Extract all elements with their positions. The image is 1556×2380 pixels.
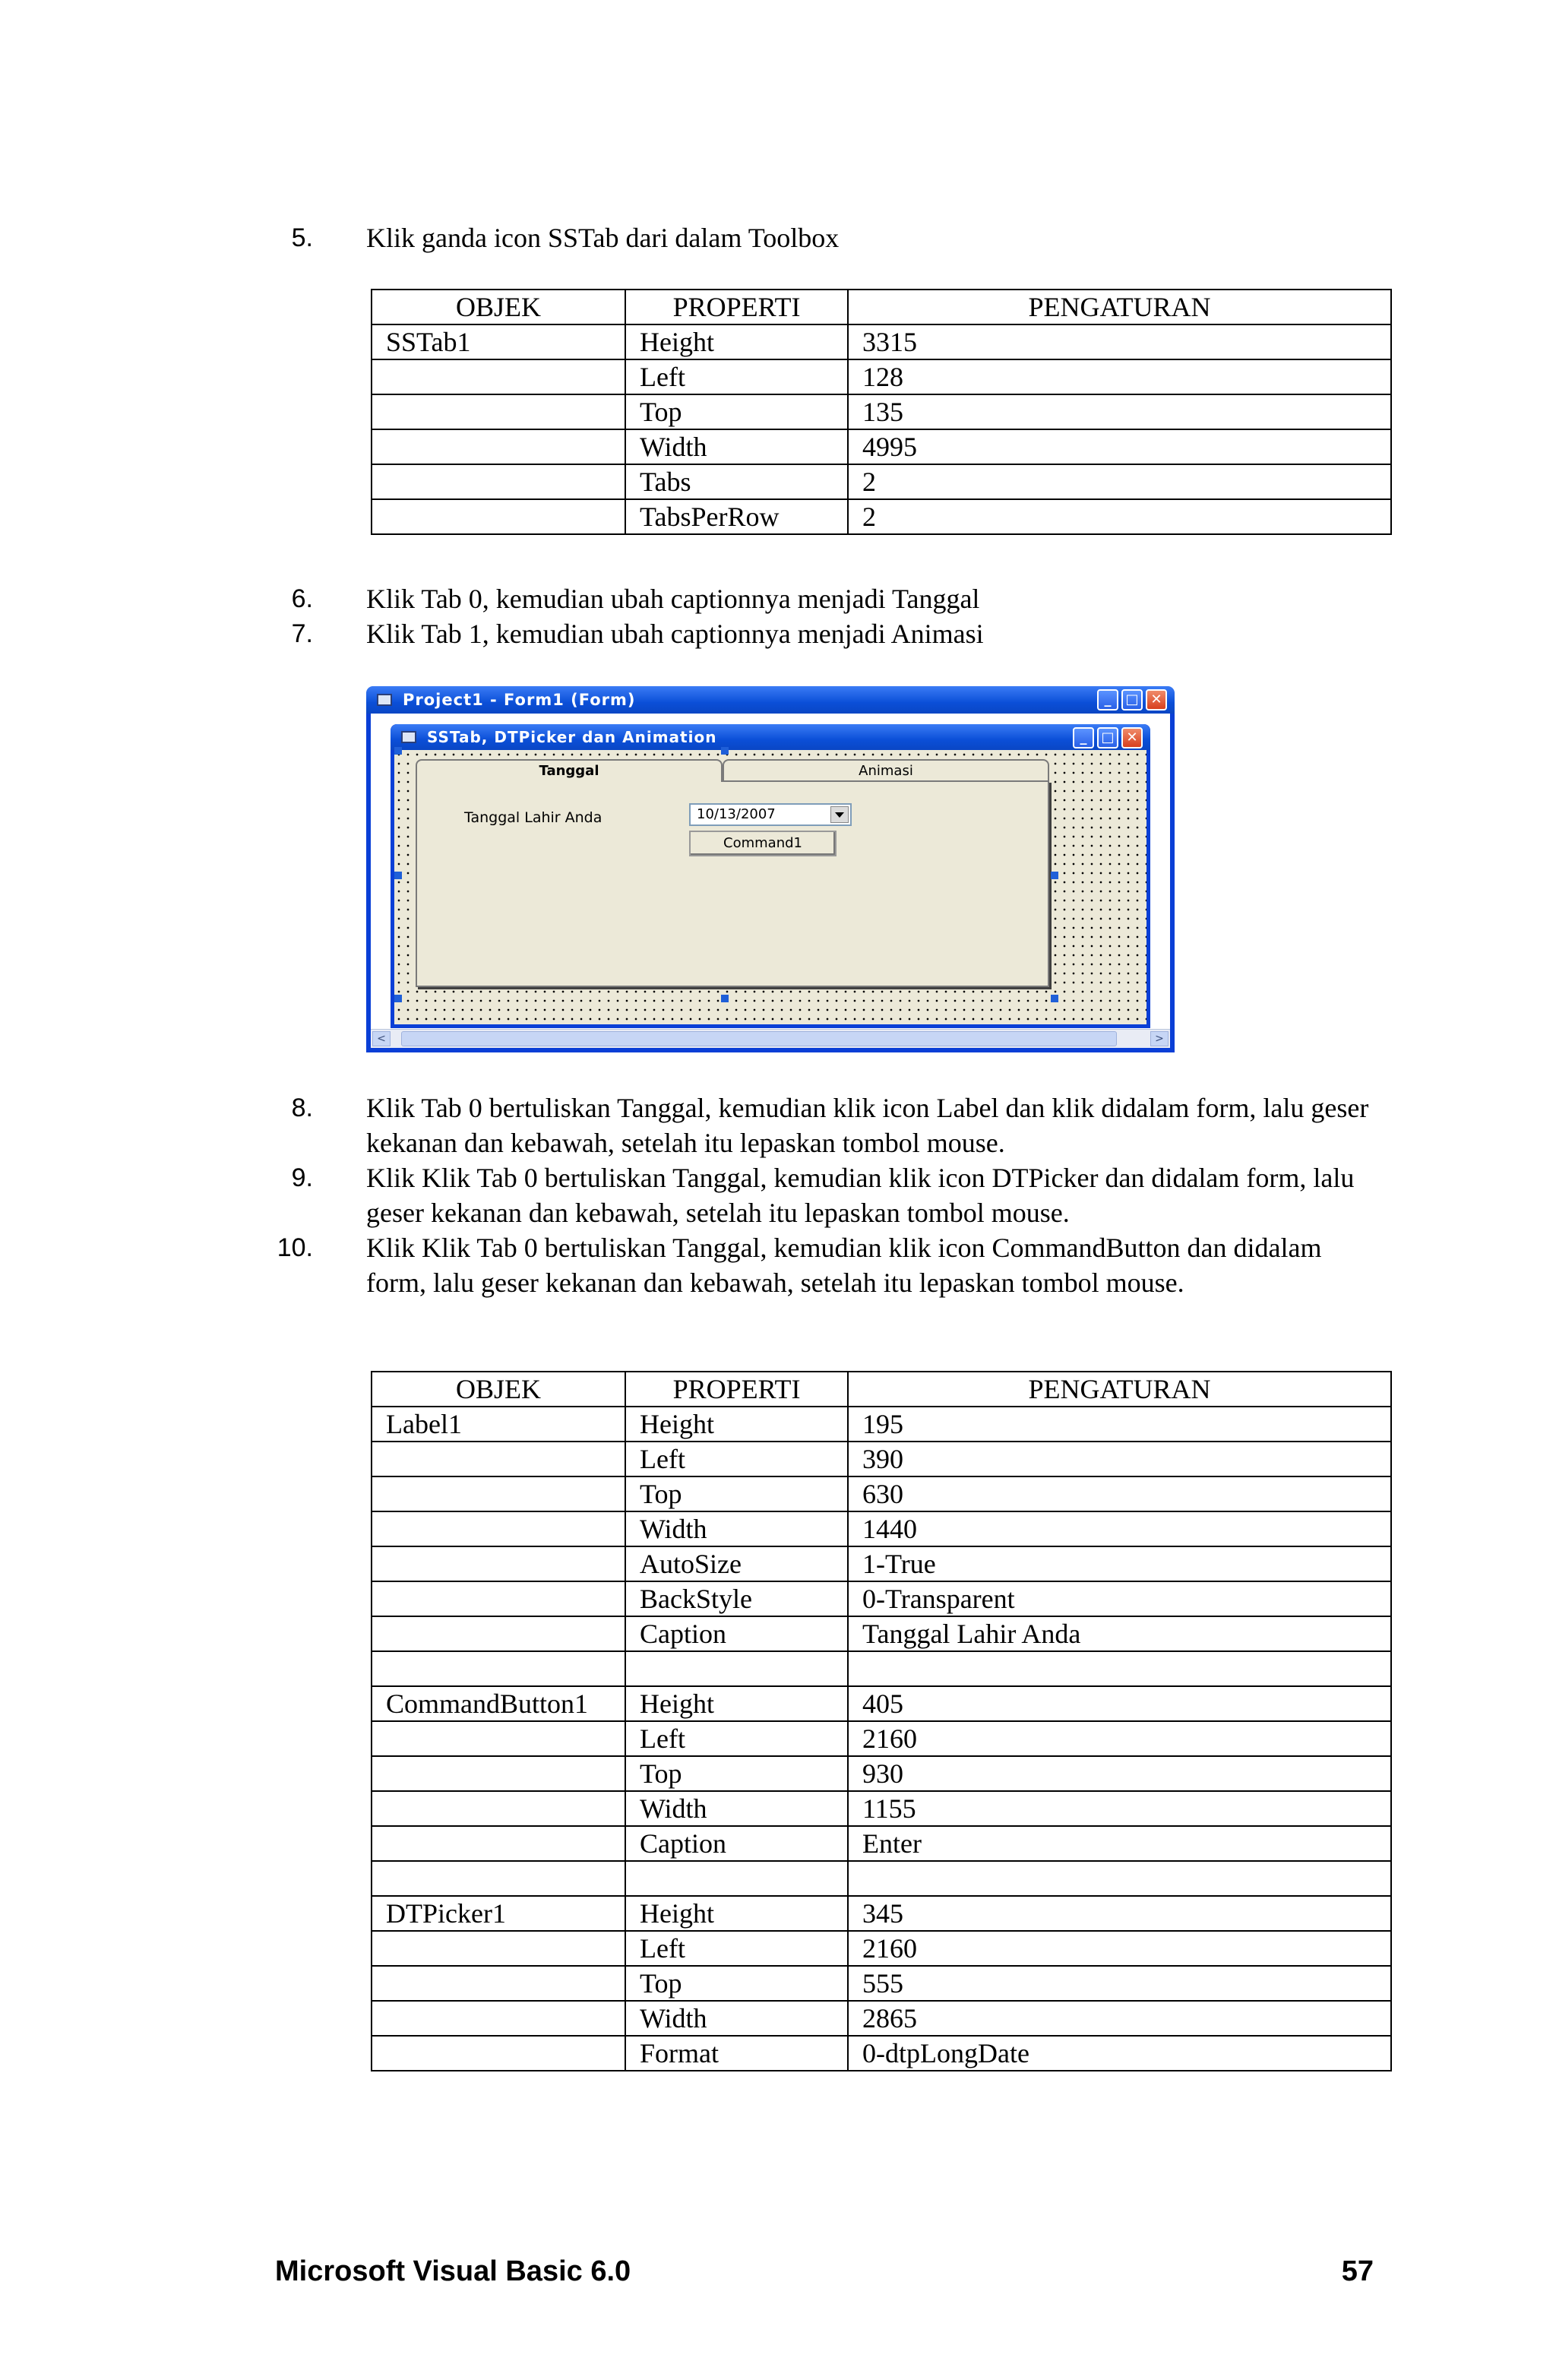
step-number: 8. bbox=[291, 1093, 313, 1122]
step-text: Klik Tab 0 bertuliskan Tanggal, kemudian klik icon Label dan klik didalam form, lalu geser kekanan dan kebawah, setelah itu lepaskan tombol mouse. bbox=[366, 1093, 1369, 1158]
table-row bbox=[372, 394, 1391, 429]
resize-handle[interactable] bbox=[721, 995, 729, 1002]
table-row bbox=[372, 1651, 1391, 1686]
cell-objek bbox=[372, 1966, 625, 2001]
table-row bbox=[372, 499, 1391, 534]
sstab-control[interactable] bbox=[416, 759, 1049, 987]
cell-pengaturan: 2 bbox=[848, 464, 1391, 499]
cell-objek bbox=[372, 1581, 625, 1616]
form-icon bbox=[401, 731, 416, 743]
cell-objek bbox=[372, 1616, 625, 1651]
cell-objek bbox=[372, 1442, 625, 1476]
minimize-icon[interactable]: _ bbox=[1097, 689, 1118, 711]
step-text: Klik Klik Tab 0 bertuliskan Tanggal, kemudian klik icon CommandButton dan didalam form, lalu geser kekanan dan kebawah, setelah itu lepaskan tombol mouse. bbox=[366, 1233, 1322, 1298]
cell-properti: Width bbox=[625, 429, 848, 464]
form-title: SSTab, DTPicker dan Animation bbox=[427, 728, 717, 746]
cell-objek bbox=[372, 1721, 625, 1756]
horizontal-scrollbar[interactable] bbox=[371, 1029, 1170, 1048]
cell-properti bbox=[625, 1861, 848, 1896]
scroll-left-icon[interactable]: < bbox=[372, 1031, 391, 1046]
table-row bbox=[372, 1861, 1391, 1896]
cell-pengaturan: 630 bbox=[848, 1476, 1391, 1511]
cell-pengaturan: 135 bbox=[848, 394, 1391, 429]
cell-objek bbox=[372, 429, 625, 464]
cell-properti: Top bbox=[625, 1756, 848, 1791]
form-grid bbox=[394, 750, 1146, 1024]
cell-pengaturan: 2 bbox=[848, 499, 1391, 534]
cell-pengaturan: 2865 bbox=[848, 2001, 1391, 2036]
vb-ide-window-screenshot bbox=[366, 686, 1175, 1052]
dtpicker[interactable] bbox=[689, 803, 852, 826]
cell-properti: Format bbox=[625, 2036, 848, 2071]
table-row bbox=[372, 1442, 1391, 1476]
cell-objek bbox=[372, 1756, 625, 1791]
cell-properti: Top bbox=[625, 1966, 848, 2001]
cell-properti: TabsPerRow bbox=[625, 499, 848, 534]
cell-properti: Left bbox=[625, 359, 848, 394]
cell-objek bbox=[372, 394, 625, 429]
maximize-icon[interactable]: □ bbox=[1121, 689, 1143, 711]
table-row bbox=[372, 1721, 1391, 1756]
minimize-icon[interactable]: _ bbox=[1073, 727, 1094, 748]
cell-pengaturan: 1440 bbox=[848, 1511, 1391, 1546]
label-tanggal-lahir[interactable]: Tanggal Lahir Anda bbox=[464, 809, 602, 826]
property-table-controls bbox=[371, 1371, 1392, 2071]
table-row bbox=[372, 1511, 1391, 1546]
ide-titlebar bbox=[366, 686, 1175, 714]
cell-pengaturan: Enter bbox=[848, 1826, 1391, 1861]
table-row bbox=[372, 1896, 1391, 1931]
footer-page-number: 57 bbox=[1341, 2255, 1374, 2287]
step-number: 7. bbox=[291, 619, 313, 648]
cell-objek: CommandButton1 bbox=[372, 1686, 625, 1721]
dropdown-arrow-icon[interactable] bbox=[830, 806, 849, 823]
tab-panel bbox=[416, 780, 1049, 987]
cell-properti: Left bbox=[625, 1442, 848, 1476]
form-designer bbox=[391, 724, 1150, 1028]
table-row bbox=[372, 1931, 1391, 1966]
cell-objek: SSTab1 bbox=[372, 324, 625, 359]
cell-objek bbox=[372, 464, 625, 499]
step-number: 9. bbox=[291, 1163, 313, 1192]
cell-pengaturan: Tanggal Lahir Anda bbox=[848, 1616, 1391, 1651]
step-7 bbox=[291, 616, 1377, 651]
cell-objek: DTPicker1 bbox=[372, 1896, 625, 1931]
cell-properti: Height bbox=[625, 1896, 848, 1931]
cell-properti: Width bbox=[625, 2001, 848, 2036]
cell-pengaturan: 0-Transparent bbox=[848, 1581, 1391, 1616]
resize-handle[interactable] bbox=[394, 747, 402, 755]
cell-objek bbox=[372, 359, 625, 394]
table-row bbox=[372, 1791, 1391, 1826]
property-table-sstab bbox=[371, 289, 1392, 535]
step-5 bbox=[291, 220, 1377, 255]
cell-properti: Height bbox=[625, 324, 848, 359]
step-number: 6. bbox=[291, 584, 313, 613]
cell-pengaturan: 4995 bbox=[848, 429, 1391, 464]
resize-handle[interactable] bbox=[721, 747, 729, 755]
table-row bbox=[372, 1756, 1391, 1791]
step-9 bbox=[291, 1160, 1377, 1230]
scroll-right-icon[interactable]: > bbox=[1150, 1031, 1169, 1046]
scroll-thumb[interactable] bbox=[401, 1031, 1117, 1046]
table-row bbox=[372, 359, 1391, 394]
header-properti: PROPERTI bbox=[625, 1372, 848, 1407]
table-row bbox=[372, 1616, 1391, 1651]
cell-pengaturan: 405 bbox=[848, 1686, 1391, 1721]
tab-animasi[interactable]: Animasi bbox=[723, 759, 1049, 782]
cell-pengaturan: 555 bbox=[848, 1966, 1391, 2001]
cell-pengaturan: 345 bbox=[848, 1896, 1391, 1931]
form-titlebar bbox=[391, 724, 1150, 750]
cell-properti: AutoSize bbox=[625, 1546, 848, 1581]
footer-book-title: Microsoft Visual Basic 6.0 bbox=[275, 2255, 631, 2287]
cell-objek bbox=[372, 1791, 625, 1826]
resize-handle[interactable] bbox=[1051, 995, 1058, 1002]
cell-objek bbox=[372, 499, 625, 534]
cell-objek bbox=[372, 1931, 625, 1966]
cell-properti: Width bbox=[625, 1511, 848, 1546]
table-row bbox=[372, 464, 1391, 499]
cell-objek: Label1 bbox=[372, 1407, 625, 1442]
cell-pengaturan: 930 bbox=[848, 1756, 1391, 1791]
cell-pengaturan: 1155 bbox=[848, 1791, 1391, 1826]
table-row bbox=[372, 1581, 1391, 1616]
step-text: Klik ganda icon SSTab dari dalam Toolbox bbox=[366, 223, 840, 253]
step-text: Klik Tab 1, kemudian ubah captionnya menjadi Animasi bbox=[366, 619, 984, 649]
close-icon[interactable]: ✕ bbox=[1121, 727, 1143, 748]
cell-properti: Left bbox=[625, 1931, 848, 1966]
step-number: 5. bbox=[291, 223, 313, 252]
cell-properti: Tabs bbox=[625, 464, 848, 499]
cell-objek bbox=[372, 1861, 625, 1896]
cell-properti bbox=[625, 1651, 848, 1686]
resize-handle[interactable] bbox=[394, 995, 402, 1002]
maximize-icon[interactable]: □ bbox=[1097, 727, 1118, 748]
table-row bbox=[372, 1476, 1391, 1511]
table-row bbox=[372, 2036, 1391, 2071]
table-row bbox=[372, 1546, 1391, 1581]
step-10 bbox=[277, 1230, 1377, 1300]
header-objek: OBJEK bbox=[372, 290, 625, 324]
table-row bbox=[372, 324, 1391, 359]
designer-area bbox=[371, 714, 1170, 1048]
cell-pengaturan: 2160 bbox=[848, 1721, 1391, 1756]
cell-objek bbox=[372, 1476, 625, 1511]
cell-properti: Height bbox=[625, 1407, 848, 1442]
resize-handle[interactable] bbox=[1051, 872, 1058, 879]
cell-pengaturan bbox=[848, 1861, 1391, 1896]
cell-pengaturan bbox=[848, 1651, 1391, 1686]
cell-pengaturan: 0-dtpLongDate bbox=[848, 2036, 1391, 2071]
header-pengaturan: PENGATURAN bbox=[848, 1372, 1391, 1407]
cell-objek bbox=[372, 1511, 625, 1546]
cell-objek bbox=[372, 2036, 625, 2071]
cell-pengaturan: 128 bbox=[848, 359, 1391, 394]
ide-title: Project1 - Form1 (Form) bbox=[403, 691, 636, 709]
cell-objek bbox=[372, 1651, 625, 1686]
cell-objek bbox=[372, 1826, 625, 1861]
cell-objek bbox=[372, 1546, 625, 1581]
cell-properti: Height bbox=[625, 1686, 848, 1721]
table-header-row bbox=[372, 1372, 1391, 1407]
step-8 bbox=[291, 1090, 1377, 1160]
step-6 bbox=[291, 581, 1377, 616]
table-row bbox=[372, 1686, 1391, 1721]
cell-pengaturan: 1-True bbox=[848, 1546, 1391, 1581]
table-row bbox=[372, 2001, 1391, 2036]
cell-properti: BackStyle bbox=[625, 1581, 848, 1616]
cell-pengaturan: 2160 bbox=[848, 1931, 1391, 1966]
cell-properti: Left bbox=[625, 1721, 848, 1756]
step-text: Klik Tab 0, kemudian ubah captionnya menjadi Tanggal bbox=[366, 584, 980, 614]
cell-properti: Top bbox=[625, 1476, 848, 1511]
cell-properti: Caption bbox=[625, 1616, 848, 1651]
header-objek: OBJEK bbox=[372, 1372, 625, 1407]
close-icon[interactable]: ✕ bbox=[1146, 689, 1167, 711]
cell-properti: Caption bbox=[625, 1826, 848, 1861]
tab-tanggal[interactable]: Tanggal bbox=[416, 759, 723, 782]
cell-pengaturan: 390 bbox=[848, 1442, 1391, 1476]
date-value: 10/13/2007 bbox=[697, 806, 776, 822]
cell-properti: Top bbox=[625, 394, 848, 429]
step-number: 10. bbox=[277, 1233, 313, 1262]
table-header-row bbox=[372, 290, 1391, 324]
header-pengaturan: PENGATURAN bbox=[848, 290, 1391, 324]
resize-handle[interactable] bbox=[394, 872, 402, 879]
step-text: Klik Klik Tab 0 bertuliskan Tanggal, kemudian klik icon DTPicker dan didalam form, lalu geser kekanan dan kebawah, setelah itu lepaskan tombol mouse. bbox=[366, 1163, 1355, 1228]
cell-pengaturan: 3315 bbox=[848, 324, 1391, 359]
cell-properti: Width bbox=[625, 1791, 848, 1826]
cell-objek bbox=[372, 2001, 625, 2036]
table-row bbox=[372, 1407, 1391, 1442]
cell-pengaturan: 195 bbox=[848, 1407, 1391, 1442]
table-row bbox=[372, 1826, 1391, 1861]
header-properti: PROPERTI bbox=[625, 290, 848, 324]
command-button[interactable]: Command1 bbox=[689, 831, 837, 856]
table-row bbox=[372, 429, 1391, 464]
form-icon bbox=[377, 694, 392, 706]
table-row bbox=[372, 1966, 1391, 2001]
